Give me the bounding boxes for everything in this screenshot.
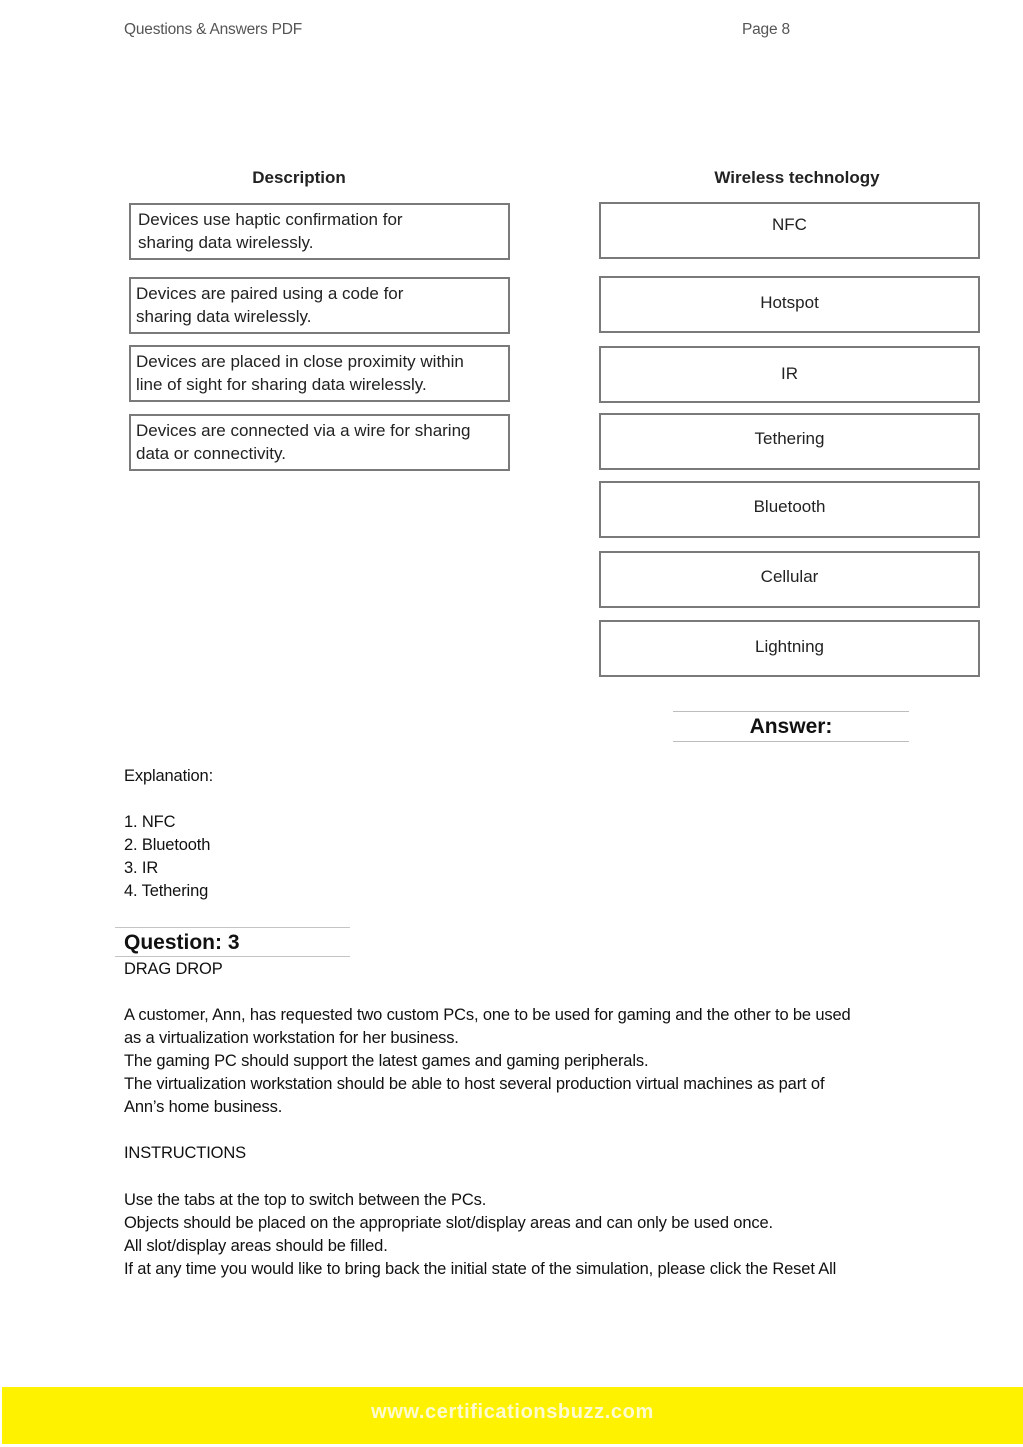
description-column-heading: Description [252, 168, 346, 187]
footer-website-link[interactable]: www.certificationsbuzz.com [371, 1401, 654, 1423]
description-item[interactable] [129, 203, 510, 260]
description-line: sharing data wirelessly. [136, 307, 312, 326]
technology-option-cellular[interactable]: Cellular [599, 551, 980, 608]
description-line: sharing data wirelessly. [138, 233, 314, 252]
technology-option-hotspot[interactable]: Hotspot [599, 276, 980, 333]
instruction-line: Objects should be placed on the appropriate slot/display areas and can only be used once. [124, 1214, 773, 1232]
technology-option-tethering[interactable]: Tethering [599, 413, 980, 470]
paragraph-line: The gaming PC should support the latest games and gaming peripherals. [124, 1052, 649, 1070]
instruction-line: Use the tabs at the top to switch between the PCs. [124, 1191, 487, 1209]
paragraph-line: The virtualization workstation should be able to host several production virtual machines as part of [124, 1075, 825, 1093]
technology-option-bluetooth[interactable]: Bluetooth [599, 481, 980, 538]
description-line: Devices are paired using a code for [136, 284, 404, 303]
explanation-label: Explanation: [124, 767, 214, 785]
document-title: Questions & Answers PDF [124, 21, 303, 38]
question-paragraph [124, 1004, 851, 1119]
instruction-line: If at any time you would like to bring back the initial state of the simulation, please click the Reset All [124, 1260, 837, 1278]
paragraph-line: as a virtualization workstation for her business. [124, 1029, 459, 1047]
explanation-item: 1. NFC [124, 813, 176, 831]
instructions-list [124, 1189, 836, 1281]
description-line: Devices use haptic confirmation for [138, 210, 403, 229]
explanation-item: 2. Bluetooth [124, 836, 211, 854]
technology-column-heading: Wireless technology [714, 168, 880, 187]
page-number: Page 8 [742, 21, 790, 38]
description-item[interactable] [129, 345, 510, 402]
explanation-list [124, 811, 210, 903]
instruction-line: All slot/display areas should be filled. [124, 1237, 388, 1255]
description-item[interactable] [129, 277, 510, 334]
description-line: data or connectivity. [136, 444, 286, 463]
description-line: Devices are connected via a wire for sharing [136, 421, 471, 440]
technology-option-ir[interactable]: IR [599, 346, 980, 403]
answer-heading: Answer: [673, 711, 909, 742]
explanation-item: 3. IR [124, 859, 159, 877]
description-line: Devices are placed in close proximity within [136, 352, 464, 371]
question-heading: Question: 3 [115, 927, 350, 957]
technology-option-nfc[interactable]: NFC [599, 202, 980, 259]
explanation-item: 4. Tethering [124, 882, 209, 900]
question-type: DRAG DROP [124, 960, 223, 978]
instructions-label: INSTRUCTIONS [124, 1144, 246, 1162]
technology-option-lightning[interactable]: Lightning [599, 620, 980, 677]
footer-banner [2, 1387, 1023, 1444]
description-item[interactable] [129, 414, 510, 471]
paragraph-line: A customer, Ann, has requested two custom PCs, one to be used for gaming and the other to be used [124, 1006, 851, 1024]
description-line: line of sight for sharing data wirelessly. [136, 375, 427, 394]
paragraph-line: Ann’s home business. [124, 1098, 283, 1116]
